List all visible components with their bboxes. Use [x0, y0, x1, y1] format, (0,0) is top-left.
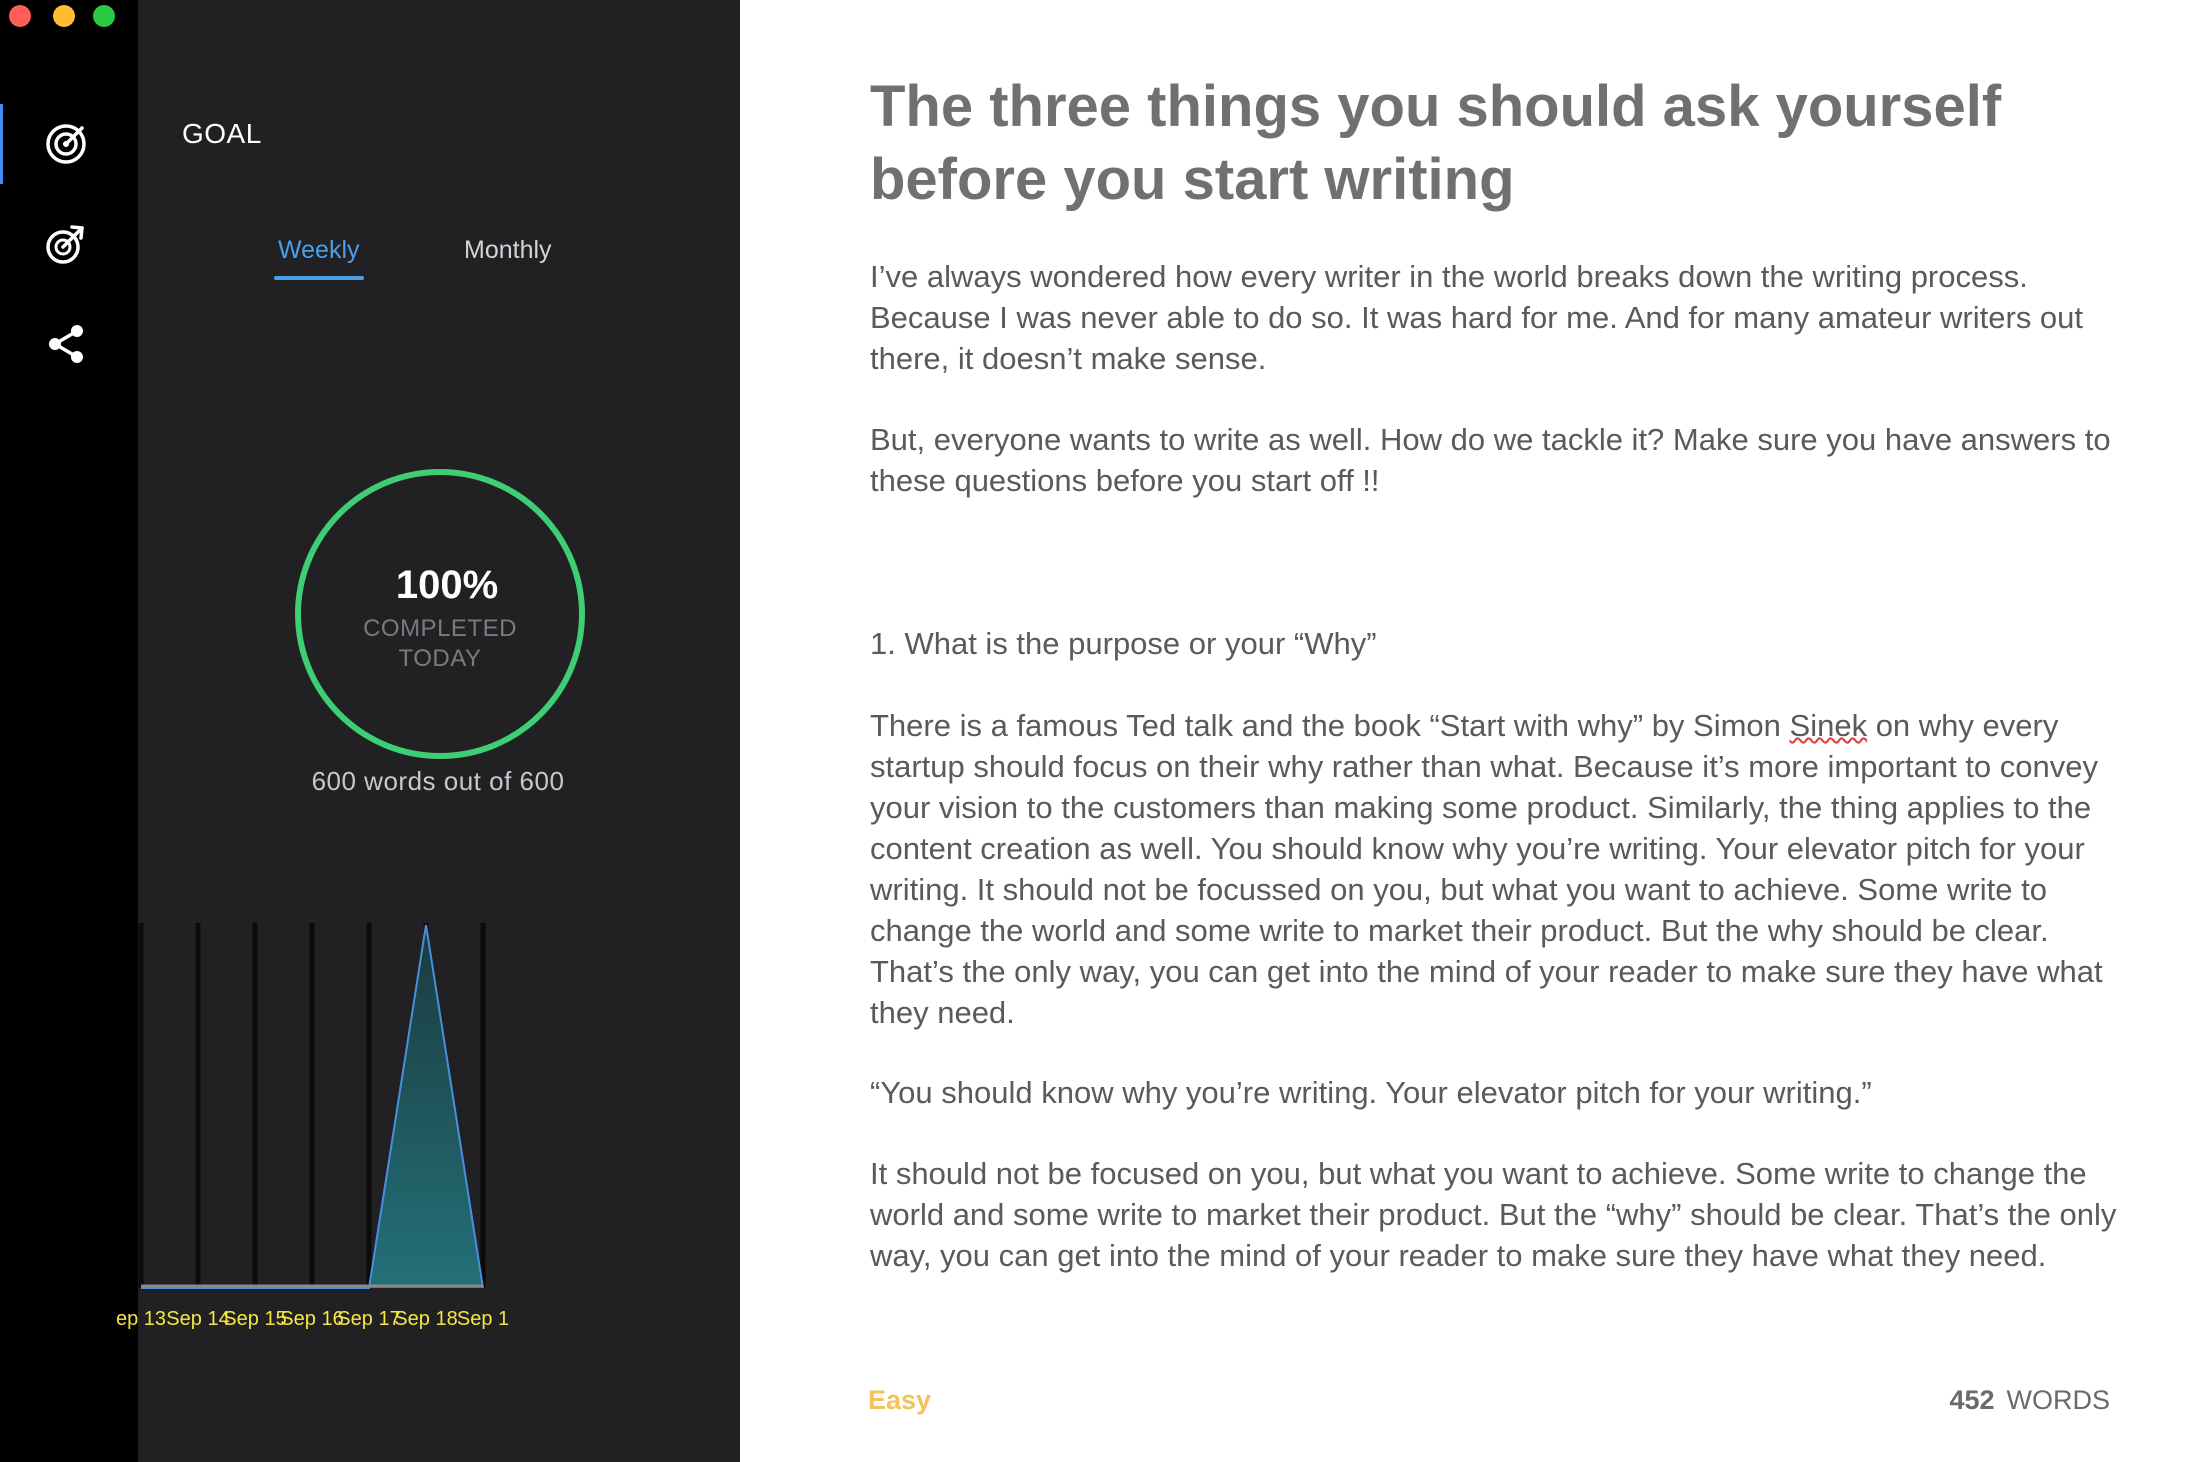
chart-x-tick-label: Sep 15 [223, 1308, 287, 1330]
paragraph[interactable]: But, everyone wants to write as well. How do we tackle it? Make sure you have answers to these questions before you start off !! [870, 422, 2111, 498]
target-icon [44, 122, 88, 166]
chart-x-tick-label: Sep 14 [166, 1308, 230, 1330]
share-icon [44, 322, 88, 366]
text-run: on why every startup should focus on their why rather than what. Because it’s more important to convey your vision to the customers than making some product. Similarly, the thing applies to the content creation as well. You should know why you’re writing. Your elevator pitch for your writing. It should not be focussed on you, but what you want to achieve. Some write to change the world and some write to market their product. But the why should be clear. That’s the only way, you can get into the mind of your reader to make sure they have what they need. [870, 708, 2103, 1030]
weekly-words-chart [115, 900, 740, 1340]
progress-label-completed: COMPLETED [363, 615, 517, 642]
goal-panel [115, 0, 740, 1462]
document-editor[interactable] [740, 0, 2204, 1462]
analytics-target-button[interactable] [40, 218, 92, 270]
misspelled-word[interactable]: Sinek [1789, 708, 1868, 743]
paragraph[interactable]: I’ve always wondered how every writer in the world breaks down the writing process. Because I was never able to do so. It was hard for me. And for many amateur writers out there, it doesn’t make sense. [870, 259, 2084, 376]
section-heading[interactable]: 1. What is the purpose or your “Why” [870, 626, 1377, 661]
chart-x-tick-label: Sep 18 [394, 1308, 458, 1330]
progress-percent: 100% [395, 563, 499, 607]
paragraph[interactable]: It should not be focused on you, but what you want to achieve. Some write to change the world and some write to market their product. But the “why” should be clear. That’s the only way, you can get into the mind of your reader to make sure they have what they need. [870, 1156, 2117, 1273]
progress-label-today: TODAY [398, 645, 482, 672]
window-minimize-button[interactable] [53, 5, 75, 27]
progress-ring [295, 469, 585, 759]
paragraph[interactable] [870, 705, 2130, 1033]
chart-x-tick-label: Sep 17 [337, 1308, 401, 1330]
chart-x-tick-label: Sep 1 [456, 1308, 510, 1330]
icon-rail [0, 0, 138, 1462]
active-indicator [0, 104, 3, 184]
text-run: There is a famous Ted talk and the book “Start with why” by Simon [870, 708, 1790, 743]
tab-monthly[interactable]: Monthly [464, 236, 552, 264]
goal-target-button[interactable] [40, 118, 92, 170]
tab-weekly[interactable]: Weekly [278, 236, 360, 264]
document-title[interactable]: The three things you should ask yourself before you start writing [870, 74, 2002, 212]
quote-paragraph[interactable]: “You should know why you’re writing. Your elevator pitch for your writing.” [870, 1075, 1872, 1110]
word-count [1949, 1385, 2110, 1416]
panel-title: GOAL [182, 118, 262, 149]
window-zoom-button[interactable] [93, 5, 115, 27]
share-button[interactable] [40, 318, 92, 370]
active-tab-underline [274, 276, 364, 280]
window-close-button[interactable] [9, 5, 31, 27]
target-arrow-icon [44, 222, 88, 266]
words-summary: 600 words out of 600 [311, 766, 565, 796]
word-count-label: WORDS [2006, 1385, 2110, 1415]
word-count-number: 452 [1949, 1385, 1995, 1415]
chart-x-tick-label: ep 13 [115, 1308, 167, 1330]
chart-x-tick-label: Sep 16 [280, 1308, 344, 1330]
readability-difficulty: Easy [868, 1385, 932, 1415]
